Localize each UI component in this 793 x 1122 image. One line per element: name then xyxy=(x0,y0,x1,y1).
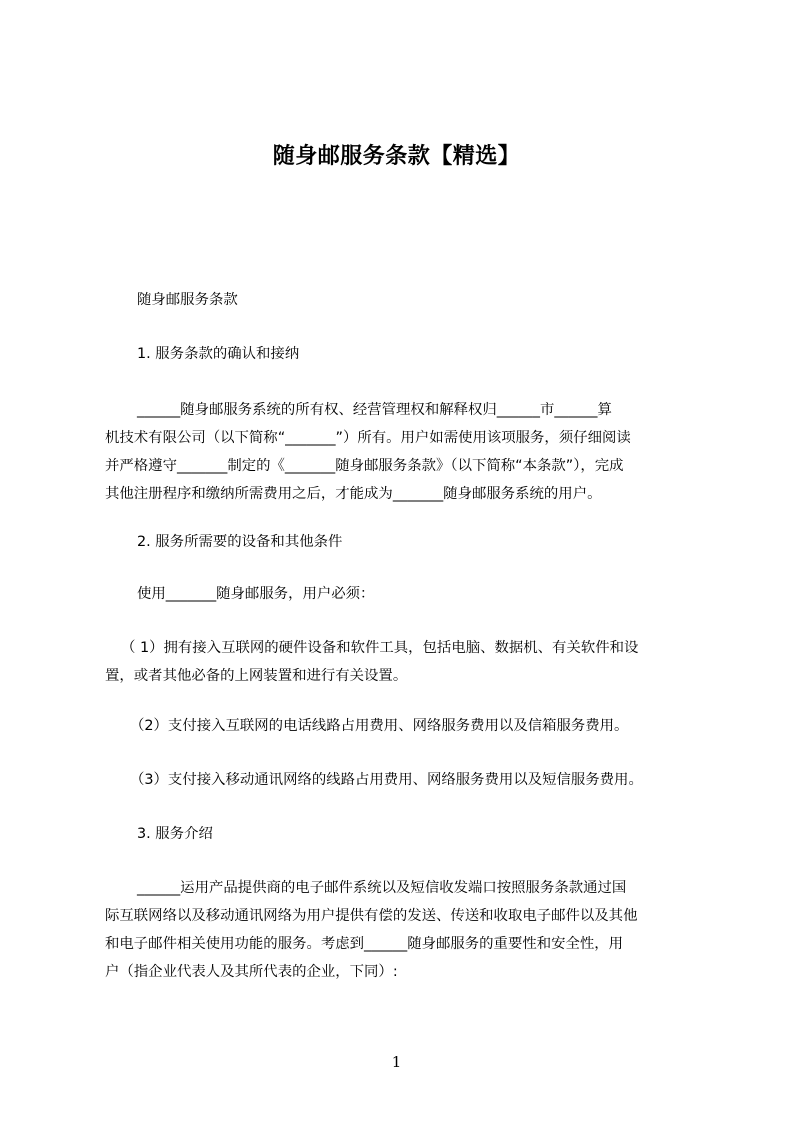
section-2-item-3: （3）支付接入移动通讯网络的线路占用费用、网络服务费用以及短信服务费用。 xyxy=(130,772,643,788)
paragraph-line: 机技术有限公司（以下简称“_______”）所有。用户如需使用该项服务，须仔细阅读 xyxy=(105,430,631,446)
section-heading: 随身邮服务条款 xyxy=(137,292,238,308)
page-number: 1 xyxy=(391,1053,402,1071)
section-3-paragraph xyxy=(105,874,711,986)
section-2-title: 2. 服务所需要的设备和其他条件 xyxy=(137,534,343,550)
paragraph-line: （ 1）拥有接入互联网的硬件设备和软件工具，包括电脑、数据机、有关软件和设 xyxy=(121,640,639,656)
paragraph-line: 和电子邮件相关使用功能的服务。考虑到______随身邮服务的重要性和安全性，用 xyxy=(105,936,624,952)
section-2-item-2: （2）支付接入互联网的电话线路占用费用、网络服务费用以及信箱服务费用。 xyxy=(130,718,629,734)
paragraph-line: 际互联网络以及移动通讯网络为用户提供有偿的发送、传送和收取电子邮件以及其他 xyxy=(105,908,638,924)
paragraph-line: ______随身邮服务系统的所有权、经营管理权和解释权归______市______算 xyxy=(137,402,612,418)
paragraph-line: ______运用产品提供商的电子邮件系统以及短信收发端口按照服务条款通过国 xyxy=(137,880,627,896)
section-2-item-1 xyxy=(105,634,711,690)
document-title: 随身邮服务条款【精选】 xyxy=(272,144,521,169)
section-3-title: 3. 服务介绍 xyxy=(137,826,213,842)
section-1-title: 1. 服务条款的确认和接纳 xyxy=(137,346,300,362)
paragraph-line: 其他注册程序和缴纳所需费用之后，才能成为_______随身邮服务系统的用户。 xyxy=(105,486,602,502)
paragraph-line: 置，或者其他必备的上网装置和进行有关设置。 xyxy=(105,668,408,684)
section-2-intro: 使用_______随身邮服务，用户必须： xyxy=(137,586,375,602)
section-1-paragraph xyxy=(105,396,711,508)
paragraph-line: 户（指企业代表人及其所代表的企业，下同）: xyxy=(105,964,398,980)
paragraph-line: 并严格遵守_______制定的《_______随身邮服务条款》（以下简称“本条款”），完成 xyxy=(105,458,624,474)
